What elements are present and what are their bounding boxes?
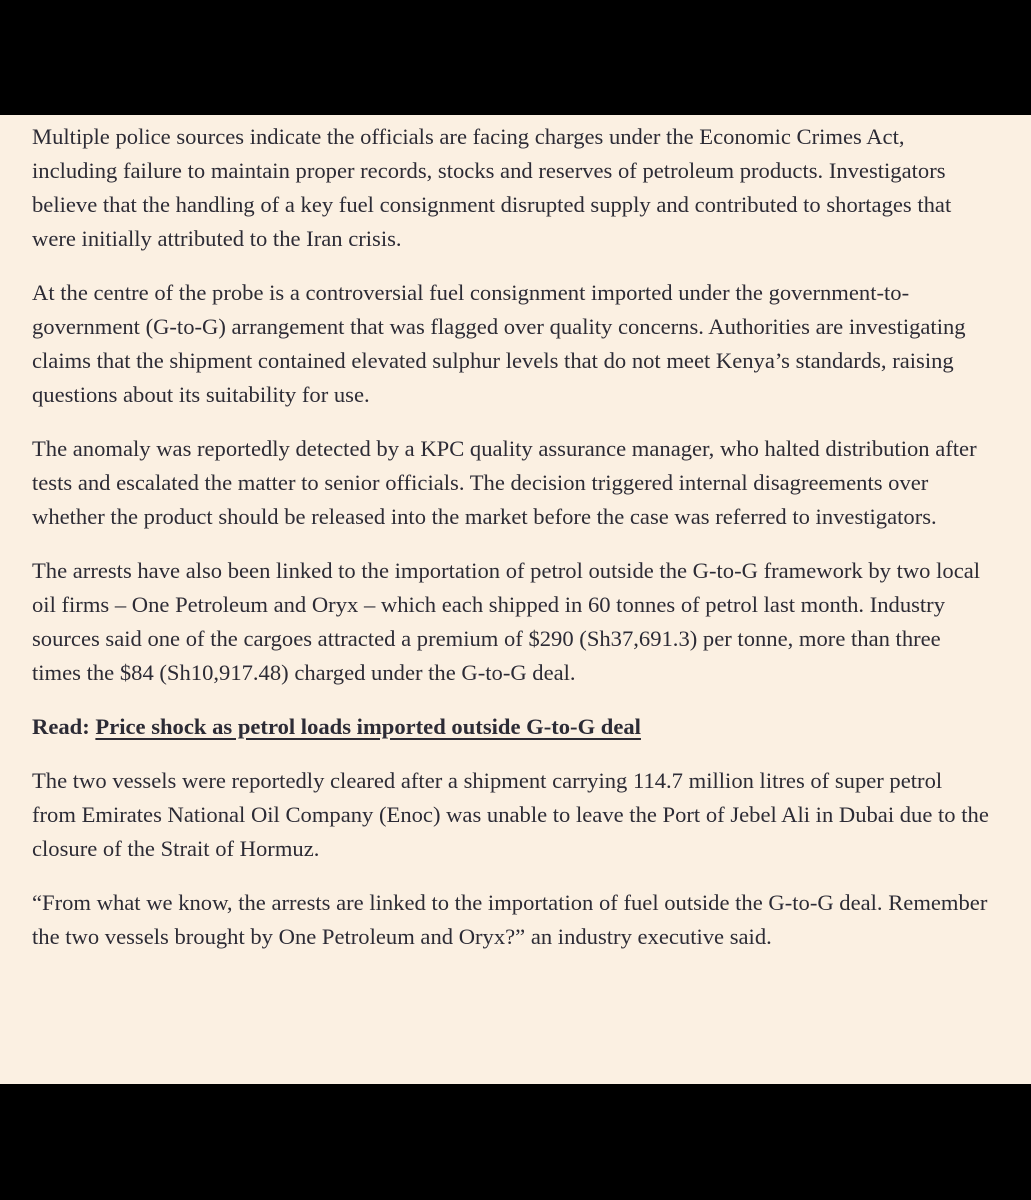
paragraph-anomaly: The anomaly was reportedly detected by a KPC quality assurance manager, who halted distribution after tests and escalated the matter to senior officials. The decision triggered internal disagreements over whether the product should be released into the market before the case was referred to investigators. — [32, 436, 977, 529]
read-more-prefix: Read: — [32, 714, 96, 739]
paragraph-probe: At the centre of the probe is a controversial fuel consignment imported under the government-to-government (G-to-G) arrangement that was flagged over quality concerns. Authorities are investigating claims that the shipment contained elevated sulphur levels that do not meet Kenya’s standards, raising questions about its suitability for use. — [32, 280, 966, 407]
paragraph-charges: Multiple police sources indicate the officials are facing charges under the Economic Crimes Act, including failure to maintain proper records, stocks and reserves of petroleum products. Investigators believe that the handling of a key fuel consignment disrupted supply and contributed to shortages that were initially attributed to the Iran crisis. — [32, 124, 952, 251]
paragraph-arrests: The arrests have also been linked to the importation of petrol outside the G-to-G framework by two local oil firms – One Petroleum and Oryx – which each shipped in 60 tonnes of petrol last month. Industry sources said one of the cargoes attracted a premium of $290 (Sh37,691.3) per tonne, more than three times the $84 (Sh10,917.48) charged under the G-to-G deal. — [32, 558, 981, 685]
read-more — [32, 710, 991, 744]
article-body — [0, 115, 1031, 1084]
paragraph-vessels: The two vessels were reportedly cleared after a shipment carrying 114.7 million litres of super petrol from Emirates National Oil Company (Enoc) was unable to leave the Port of Jebel Ali in Dubai due to the closure of the Strait of Hormuz. — [32, 768, 989, 861]
paragraph-quote: “From what we know, the arrests are linked to the importation of fuel outside the G-to-G deal. Remember the two vessels brought by One Petroleum and Oryx?” an industry executive said. — [32, 890, 988, 949]
read-more-link[interactable]: Price shock as petrol loads imported outside G-to-G deal — [95, 714, 641, 739]
